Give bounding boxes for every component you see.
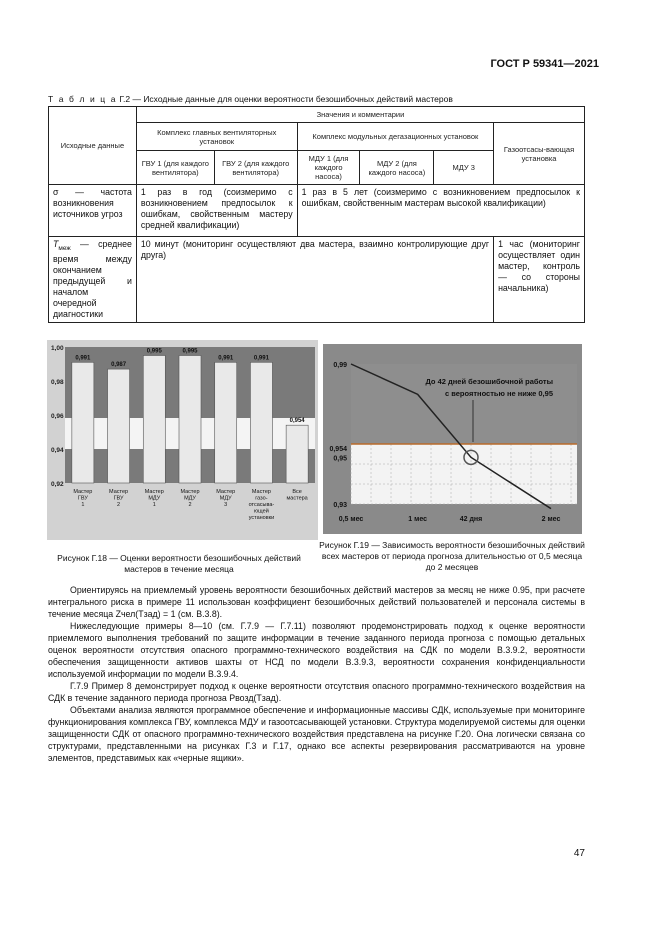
fig18-category-label: Все мастера — [286, 489, 308, 502]
header-mdu3: МДУ 3 — [434, 151, 494, 185]
fig18-category-label: Мастер газо-отсасыва-ющей установки — [248, 489, 275, 521]
fig19-annotation-1: До 42 дней безошибочной работы — [425, 377, 553, 386]
fig19-x-tick: 0,5 мес — [338, 516, 364, 523]
fig18-bar — [108, 369, 130, 483]
table-caption-text: Г.2 — Исходные данные для оценки вероятности безошибочных действий мастеров — [119, 94, 453, 104]
row1-value-gvu: 1 раз в год (соизмеримо с возникновением предпосылок к ошибкам, свойственным мастеру средней квалификации) — [136, 185, 297, 237]
body-text — [48, 584, 585, 764]
fig19-y-tick: 0,99 — [333, 362, 347, 369]
fig18-bar — [286, 425, 308, 483]
source-data-table — [48, 106, 585, 323]
paragraph-3: Г.7.9 Пример 8 демонстрирует подход к оценке вероятности отсутствия опасного программно-технического воздействия на СДК в течение заданного периода прогноза Pвозд(Tзад). — [48, 681, 585, 703]
row1-label: σ — частота возникновения источников угроз — [49, 185, 137, 237]
header-mdu2: МДУ 2 (для каждого насоса) — [360, 151, 434, 185]
fig19-dark-zone — [351, 364, 577, 444]
row2-label — [49, 237, 137, 323]
figure-18-caption: Рисунок Г.18 — Оценки вероятности безошибочных действий мастеров в течение месяца — [57, 553, 301, 574]
fig18-bar-value-label: 0,991 — [253, 355, 269, 362]
fig18-bar — [179, 356, 201, 484]
page-number: 47 — [573, 848, 585, 859]
fig18-bar-value-label: 0,954 — [289, 418, 305, 425]
header-gvu-group: Комплекс главных вентиляторных установок — [136, 123, 297, 151]
header-gvu2: ГВУ 2 (для каждого вентилятора) — [214, 151, 297, 185]
fig18-bar — [215, 362, 237, 483]
row2-value-gas: 1 час (мониторинг осуществляет один мастер, контроль — со стороны начальника) — [494, 237, 585, 323]
fig18-y-tick: 0,98 — [51, 379, 64, 386]
figure-18-bar-chart — [47, 340, 318, 540]
row2-label-text: — среднее время между окончанием предыдущей и началом очередной диагностики — [53, 239, 132, 319]
paragraph-4: Объектами анализа являются программное обеспечение и информационные массивы СДК, используемые при мониторинге функционирования комплекса ГВУ, комплекса МДУ и газоотсасывающей установки. Структура моделируемой системы для оценки защищенности СДК от опасного программно-технического воздействия представлена на рисунке Г.20. Она логически связана со структурами, представленными на рисунках Г.3 и Г.17, однако все аспекты резервирования рассматриваются на уровне элементов, представимых как «черные ящики». — [48, 705, 585, 763]
table-caption — [48, 94, 453, 104]
fig18-bar-value-label: 0,995 — [146, 348, 162, 355]
fig18-bar-value-label: 0,995 — [182, 348, 198, 355]
fig19-y-tick: 0,954 — [329, 446, 347, 453]
fig18-category-label: Мастер ГВУ 1 — [73, 489, 93, 508]
table-caption-label: Т а б л и ц а — [48, 94, 118, 104]
fig18-y-tick: 0,96 — [51, 413, 64, 420]
fig18-bar-value-label: 0,987 — [111, 362, 127, 369]
header-gvu1: ГВУ 1 (для каждого вентилятора) — [136, 151, 214, 185]
fig18-category-label: Мастер МДУ 2 — [180, 489, 200, 508]
standard-header: ГОСТ Р 59341—2021 — [490, 58, 599, 70]
header-values: Значения и комментарии — [136, 107, 584, 123]
fig18-category-label: Мастер ГВУ 2 — [109, 489, 129, 508]
fig18-bar-value-label: 0,991 — [218, 355, 234, 362]
row1-value-rest: 1 раз в 5 лет (соизмеримо с возникновением предпосылок к ошибкам, свойственным мастерам высокой квалификации) — [297, 185, 584, 237]
header-mdu1: МДУ 1 (для каждого насоса) — [297, 151, 360, 185]
fig18-bar — [250, 362, 272, 483]
fig19-x-tick: 42 дня — [459, 516, 483, 523]
row2-symbol-sub: меж — [58, 244, 71, 252]
header-mdu-group: Комплекс модульных дегазационных установок — [297, 123, 493, 151]
fig19-y-tick: 0,95 — [333, 455, 347, 463]
fig18-bar — [143, 356, 165, 484]
fig18-y-tick: 0,92 — [51, 481, 64, 488]
fig19-y-tick: 0,93 — [333, 502, 347, 509]
fig18-category-label: Мастер МДУ 1 — [144, 489, 164, 508]
header-source-data: Исходные данные — [49, 107, 137, 185]
fig18-bar-value-label: 0,991 — [75, 355, 91, 362]
fig18-bar — [72, 362, 94, 483]
fig18-y-tick: 0,94 — [51, 447, 64, 454]
fig19-x-tick: 2 мес — [541, 516, 561, 523]
paragraph-1: Ориентируясь на приемлемый уровень вероятности безошибочных действий мастеров за месяц не ниже 0.95, при расчете интегрального риска в примере 11 использован коэффициент безошибочных действий пользователей и персонала системы в течение месяца Zчел(Tзад) = 1 (см. В.3.8). — [48, 585, 585, 619]
row2-value-main: 10 минут (мониторинг осуществляют два мастера, взаимно контролирующие друг друга) — [136, 237, 493, 323]
fig19-annotation-2: с вероятностью не ниже 0,95 — [444, 389, 553, 398]
paragraph-2: Нижеследующие примеры 8—10 (см. Г.7.9 — Г.7.11) позволяют продемонстрировать подход к оценке вероятности приемлемого выполнения требований по защите информации в течение заданного периода прогноза с помощью детальных оценок вероятности отсутствия опасного программно-технического воздействия на СДК по модели В.3.9.2, вероятности обеспечения защищенности активов шахты от НСД по модели В.3.9.3, вероятности сохранения конфиденциальности используемой информации по модели В.3.9.4. — [48, 621, 585, 679]
row2-symbol: T — [53, 239, 59, 249]
fig18-y-tick: 1,00 — [51, 345, 64, 352]
figure-19-line-chart — [323, 344, 582, 534]
fig19-light-zone — [351, 444, 577, 504]
header-gas-unit: Газоотсасы-вающая установка — [494, 123, 585, 185]
fig19-x-tick: 1 мес — [408, 516, 428, 523]
figure-19-caption: Рисунок Г.19 — Зависимость вероятности безошибочных действий всех мастеров от периода прогноза длительностью от 0,5 месяца до 2 месяцев — [319, 540, 585, 572]
fig18-category-label: Мастер МДУ 3 — [216, 489, 236, 508]
